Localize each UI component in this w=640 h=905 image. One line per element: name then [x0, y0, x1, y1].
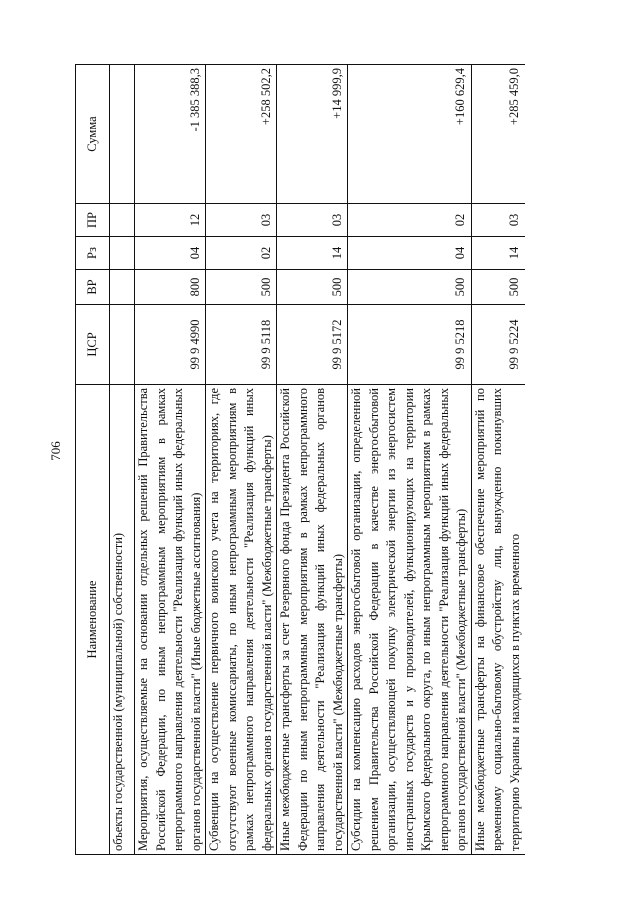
header-vr: ВР: [76, 270, 110, 305]
row-name: Иные межбюджетные трансферты за счет Резервного фонда Президента Российской Федерации по иным непрограммным мероприятиям в рамках непрограммного направления деятельности "Реализация функций иных федеральных органов государственной власти" (Межбюджетные трансферты): [277, 385, 348, 855]
row-sum: +258 502,2: [206, 65, 277, 204]
row-csr: 99 9 4990: [135, 305, 206, 385]
row-name: Иные межбюджетные трансферты на финансовое обеспечение мероприятий по временному социально-бытовому обустройству лиц, вынужденно покинувших территорию Украины и находящихся в пунктах временного: [471, 385, 525, 855]
row-sum: +160 629,4: [348, 65, 472, 204]
row-vr: 500: [348, 270, 472, 305]
row-sum: +285 459,0: [471, 65, 525, 204]
row-vr: 500: [206, 270, 277, 305]
table-row: [471, 65, 525, 855]
row-pr: 03: [206, 204, 277, 237]
empty-cell: [110, 204, 135, 237]
header-sum: Сумма: [76, 65, 110, 204]
row-pr: 02: [348, 204, 472, 237]
empty-cell: [110, 65, 135, 204]
header-name: Наименование: [76, 385, 110, 855]
table-row: [348, 65, 472, 855]
table-header-row: [76, 65, 110, 855]
row-csr: 99 9 5172: [277, 305, 348, 385]
continuation-row: [110, 65, 135, 855]
row-vr: 500: [277, 270, 348, 305]
row-rz: 04: [348, 237, 472, 270]
row-vr: 800: [135, 270, 206, 305]
row-name: Субсидии на компенсацию расходов энергосбытовой организации, определенной решением Правительства Российской Федерации в качестве энергосбытовой организации, осуществляющей покупку электрической энергии из энергосистем иностранных государств и у производителей, функционирующих на территории Крымского федерального округа, по иным непрограммным мероприятиям в рамках непрограммного направления деятельности "Реализация функций иных федеральных органов государственной власти" (Межбюджетные трансферты): [348, 385, 472, 855]
row-sum: +14 999,9: [277, 65, 348, 204]
row-name: Субвенции на осуществление первичного воинского учета на территориях, где отсутствуют военные комиссариаты, по иным непрограммным мероприятиям в рамках непрограммного направления деятельности "Реализация функций иных федеральных органов государственной власти" (Межбюджетные трансферты): [206, 385, 277, 855]
header-rz: Рз: [76, 237, 110, 270]
row-pr: 03: [277, 204, 348, 237]
table-row: [135, 65, 206, 855]
page-number: 706: [48, 441, 63, 461]
row-sum: -1 385 388,3: [135, 65, 206, 204]
row-csr: 99 9 5224: [471, 305, 525, 385]
row-csr: 99 9 5118: [206, 305, 277, 385]
empty-cell: [110, 305, 135, 385]
row-rz: 14: [471, 237, 525, 270]
header-pr: ПР: [76, 204, 110, 237]
table-row: [206, 65, 277, 855]
continuation-text: объекты государственной (муниципальной) собственности): [110, 385, 135, 855]
row-rz: 04: [135, 237, 206, 270]
rotated-page-content: [75, 65, 525, 855]
row-rz: 14: [277, 237, 348, 270]
row-pr: 03: [471, 204, 525, 237]
empty-cell: [110, 270, 135, 305]
header-csr: ЦСР: [76, 305, 110, 385]
empty-cell: [110, 237, 135, 270]
table-row: [277, 65, 348, 855]
row-vr: 500: [471, 270, 525, 305]
row-name: Мероприятия, осуществляемые на основании отдельных решений Правительства Российской Федерации, по иным непрограммным мероприятиям в рамках непрограммного направления деятельности "Реализация функций иных федеральных органов государственной власти" (Иные бюджетные ассигнования): [135, 385, 206, 855]
budget-table: [75, 64, 525, 855]
row-rz: 02: [206, 237, 277, 270]
row-csr: 99 9 5218: [348, 305, 472, 385]
row-pr: 12: [135, 204, 206, 237]
